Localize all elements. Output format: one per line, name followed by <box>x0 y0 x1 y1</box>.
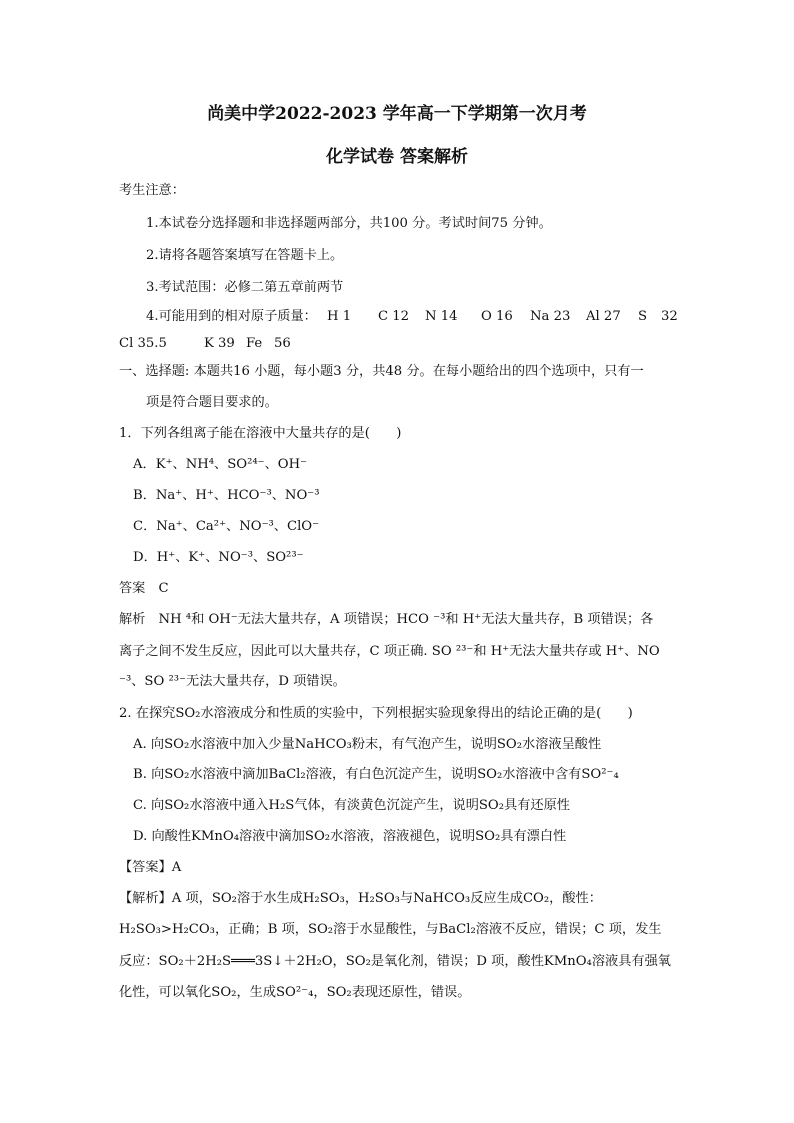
question-1-analysis-2: 离子之间不发生反应，因此可以大量共存，C 项正确. SO ²³⁻和 H⁺无法大量共存或 H⁺、NO <box>119 644 660 659</box>
question-1-option-b: B．Na⁺、H⁺、HCO⁻³、NO⁻³ <box>133 488 320 503</box>
question-1-option-a: A．K⁺、NH⁴、SO²⁴⁻、OH⁻ <box>133 457 308 472</box>
question-1-analysis-1: 解析 NH ⁴和 OH⁻无法大量共存，A 项错误；HCO ⁻³和 H⁺无法大量共存，B 项错误；各 <box>119 612 654 627</box>
question-2-option-c: C. 向SO₂水溶液中通入H₂S气体，有淡黄色沉淀产生，说明SO₂具有还原性 <box>133 798 570 813</box>
question-2-analysis-2: H₂SO₃>H₂CO₃，正确；B 项，SO₂溶于水显酸性，与BaCl₂溶液不反应，错误；C 项，发生 <box>119 922 662 937</box>
atomic-mass-al: Al 27 <box>586 309 621 324</box>
atomic-mass-n: N 14 <box>425 309 458 324</box>
question-2-stem: 2. 在探究SO₂水溶液成分和性质的实验中，下列根据实验现象得出的结论正确的是( ) <box>119 706 633 721</box>
section-heading-cont: 项是符合题目要求的。 <box>146 395 278 410</box>
question-1-option-c: C．Na⁺、Ca²⁺、NO⁻³、ClO⁻ <box>133 519 320 534</box>
atomic-mass-h: H 1 <box>327 309 352 324</box>
question-2-analysis-1: 【解析】A 项，SO₂溶于水生成H₂SO₃，H₂SO₃与NaHCO₃反应生成CO₂，酸性： <box>119 891 602 906</box>
atomic-mass-cl: Cl 35.5 <box>119 336 167 351</box>
question-1-option-d: D．H⁺、K⁺、NO⁻³、SO²³⁻ <box>133 550 304 565</box>
atomic-mass-s: S <box>638 309 648 324</box>
question-1-stem: 1．下列各组离子能在溶液中大量共存的是( ) <box>119 426 402 441</box>
question-1-answer: 答案 C <box>119 581 169 596</box>
document-title: 尚美中学2022-2023 学年高一下学期第一次月考 <box>207 104 587 124</box>
question-2-option-d: D. 向酸性KMnO₄溶液中滴加SO₂水溶液，溶液褪色，说明SO₂具有漂白性 <box>133 829 567 844</box>
atomic-mass-c: C 12 <box>378 309 410 324</box>
atomic-mass-fe: Fe <box>246 336 263 351</box>
document-subtitle: 化学试卷 答案解析 <box>326 147 468 167</box>
atomic-mass-row <box>0 308 794 326</box>
atomic-mass-fe-value: 56 <box>274 336 291 351</box>
question-2-answer: 【答案】A <box>119 860 182 875</box>
notice-item-2: 2.请将各题答案填写在答题卡上。 <box>146 248 344 263</box>
notice-item-1: 1.本试卷分选择题和非选择题两部分，共100 分。考试时间75 分钟。 <box>146 216 552 231</box>
atomic-mass-s-value: 32 <box>661 309 678 324</box>
atomic-mass-na: Na 23 <box>530 309 571 324</box>
question-1-analysis-3: ⁻³、SO ²³⁻无法大量共存，D 项错误。 <box>119 674 346 689</box>
question-2-option-b: B. 向SO₂水溶液中滴加BaCl₂溶液，有白色沉淀产生，说明SO₂水溶液中含有SO²⁻₄ <box>133 767 619 782</box>
question-2-analysis-3: 反应：SO₂＋2H₂S═══3S↓＋2H₂O，SO₂是氧化剂，错误；D 项，酸性KMnO₄溶液具有强氧 <box>119 954 671 969</box>
section-heading: 一、选择题: 本题共16 小题，每小题3 分，共48 分。在每小题给出的四个选项中，只有一 <box>119 364 644 379</box>
atomic-mass-k: K 39 <box>204 336 235 351</box>
atomic-mass-row-2 <box>0 335 794 353</box>
atomic-mass-label: 4.可能用到的相对原子质量： <box>146 309 317 324</box>
atomic-mass-o: O 16 <box>481 309 513 324</box>
question-2-option-a: A. 向SO₂水溶液中加入少量NaHCO₃粉末，有气泡产生，说明SO₂水溶液呈酸性 <box>133 737 602 752</box>
question-2-analysis-4: 化性，可以氧化SO₂，生成SO²⁻₄，SO₂表现还原性，错误。 <box>119 985 471 1000</box>
notice-item-3: 3.考试范围：必修二第五章前两节 <box>146 280 344 295</box>
notice-heading: 考生注意： <box>119 183 185 198</box>
